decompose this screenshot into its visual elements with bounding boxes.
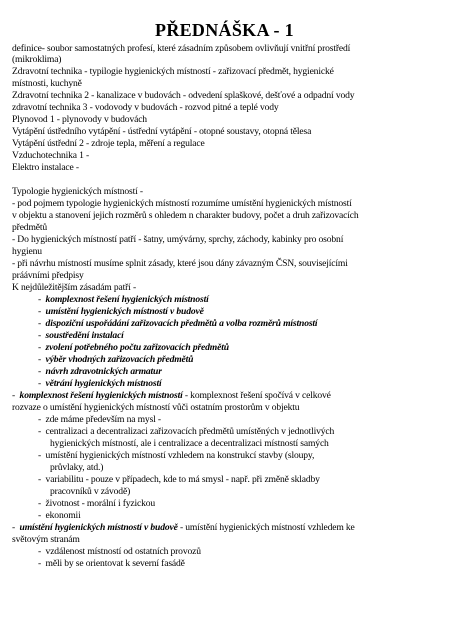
line-typology-2: v objektu a stanovení jejich rozměrů s ohledem n charakter budovy, počet a druh zařizovacích	[12, 210, 359, 221]
principle-item: - umístění hygienických místností v budově	[38, 306, 204, 317]
line-zt2: Zdravotní technika 2 - kanalizace v budovách - odvedení splaškové, dešťové a odpadní vody	[12, 90, 355, 101]
line-rooms-1: - Do hygienických místností patří - šatny, umývárny, sprchy, záchody, kabinky pro osobní	[12, 234, 344, 245]
principle-text: dispoziční uspořádání zařizovacích předmětů a volba rozměrů místností	[45, 318, 318, 329]
principle-item: - návrh zdravotnických armatur	[38, 366, 162, 377]
principle-text: výběr vhodných zařizovacích předmětů	[45, 354, 194, 365]
principle-item: - soustředění instalací	[38, 330, 124, 341]
line-definition: definice- soubor samostatných profesí, které zásadním způsobem ovlivňují vnitřní prostředí	[12, 43, 351, 54]
section1-item-text: zde máme především na mysl -	[45, 414, 161, 425]
line-definition-cont: (mikroklima)	[12, 54, 62, 65]
line-principles-intro: K nejdůležitějším zásadám patří -	[12, 282, 136, 293]
section1-text: - komplexnost řešení spočívá v celkové	[182, 390, 331, 401]
line-design-2: práávními předpisy	[12, 270, 84, 281]
section1-item-text: centralizaci a decentralizaci zařizovacích předmětů umístěných v jednotlivých	[45, 426, 335, 437]
section-heading-typology: Typologie hygienických místností -	[12, 186, 143, 197]
section1-item-text: životnost - morální i fyzickou	[45, 498, 156, 509]
section2-line: - umístění hygienických místností v budově - umístění hygienických místností vzhledem ke	[12, 522, 355, 533]
principle-text: komplexnost řešení hygienických místností	[45, 294, 209, 305]
principle-text: návrh zdravotnických armatur	[45, 366, 162, 377]
section2-text: - umístění hygienických místností vzhledem ke	[177, 522, 355, 533]
line-design-1: - při návrhu místností musíme splnit zásady, které jsou dány závazným ČSN, souvisejícími	[12, 258, 348, 269]
section2-item: - měli by se orientovat k severní fasádě	[38, 558, 185, 569]
principle-item: - větrání hygienických místností	[38, 378, 162, 389]
section1-item-text: variabilitu - pouze v případech, kde to má smysl - např. při změně skladby	[45, 474, 320, 485]
section2-item-text: vzdálenost místností od ostatních provozů	[45, 546, 201, 557]
section1-item: - variabilitu - pouze v případech, kde to má smysl - např. při změně skladby	[38, 474, 320, 485]
line-vyt2: Vytápění ústřední 2 - zdroje tepla, měření a regulace	[12, 138, 205, 149]
line-typology-1: - pod pojmem typologie hygienických místností rozumíme umístění hygienických místností	[12, 198, 352, 209]
line-zt1: Zdravotní technika - typilogie hygienických místností - zařizovací předmět, hygienické	[12, 66, 334, 77]
page-title: PŘEDNÁŠKA - 1	[155, 20, 294, 40]
line-vzt: Vzduchotechnika 1 -	[12, 150, 90, 161]
principle-text: větrání hygienických místností	[45, 378, 162, 389]
section1-item: - umístění hygienických místností vzhledem na konstrukcí stavby (sloupy,	[38, 450, 315, 461]
principle-text: zvolení potřebného počtu zařizovacích předmětů	[45, 342, 229, 353]
line-elektro: Elektro instalace -	[12, 162, 79, 173]
section1-item: - ekonomii	[38, 510, 81, 521]
section1-item: - zde máme především na mysl -	[38, 414, 161, 425]
section2-heading: umístění hygienických místností v budově	[19, 522, 178, 533]
line-rooms-2: hygienu	[12, 246, 42, 257]
line-zt3: zdravotní technika 3 - vodovody v budovách - rozvod pitné a teplé vody	[12, 102, 279, 113]
section2-item: - vzdálenost místností od ostatních provozů	[38, 546, 201, 557]
section1-item-text: ekonomii	[45, 510, 81, 521]
section1-item: - centralizaci a decentralizaci zařizovacích předmětů umístěných v jednotlivých	[38, 426, 335, 437]
section1-item-cont: hygienických místností, ale i centralizace a decentralizaci místností samých	[50, 438, 329, 449]
section1-text-cont: rozvaze o umístění hygienických místností vůči ostatním prostorům v objektu	[12, 402, 300, 413]
section2-text-cont: světovým stranám	[12, 534, 80, 545]
principle-item: - výběr vhodných zařizovacích předmětů	[38, 354, 194, 365]
section1-item-text: umístění hygienických místností vzhledem na konstrukcí stavby (sloupy,	[45, 450, 315, 461]
section1-line: - komplexnost řešení hygienických místností - komplexnost řešení spočívá v celkové	[12, 390, 331, 401]
principle-text: umístění hygienických místností v budově	[45, 306, 204, 317]
section1-item-cont: průvlaky, atd.)	[50, 462, 104, 473]
line-typology-3: předmětů	[12, 222, 48, 233]
section2-item-text: měli by se orientovat k severní fasádě	[45, 558, 185, 569]
section1-item-cont: pracovníků v závodě)	[50, 486, 131, 497]
principle-item: - komplexnost řešení hygienických místností	[38, 294, 209, 305]
principle-item: - zvolení potřebného počtu zařizovacích předmětů	[38, 342, 229, 353]
section1-item: - životnost - morální i fyzickou	[38, 498, 156, 509]
line-plyn: Plynovod 1 - plynovody v budovách	[12, 114, 147, 125]
section1-heading: komplexnost řešení hygienických místností	[19, 390, 183, 401]
line-zt1-cont: místnosti, kuchyně	[12, 78, 82, 89]
line-vyt1: Vytápění ústředního vytápění - ústřední vytápění - otopné soustavy, otopná tělesa	[12, 126, 312, 137]
principle-item: - dispoziční uspořádání zařizovacích předmětů a volba rozměrů místností	[38, 318, 318, 329]
principle-text: soustředění instalací	[45, 330, 124, 341]
